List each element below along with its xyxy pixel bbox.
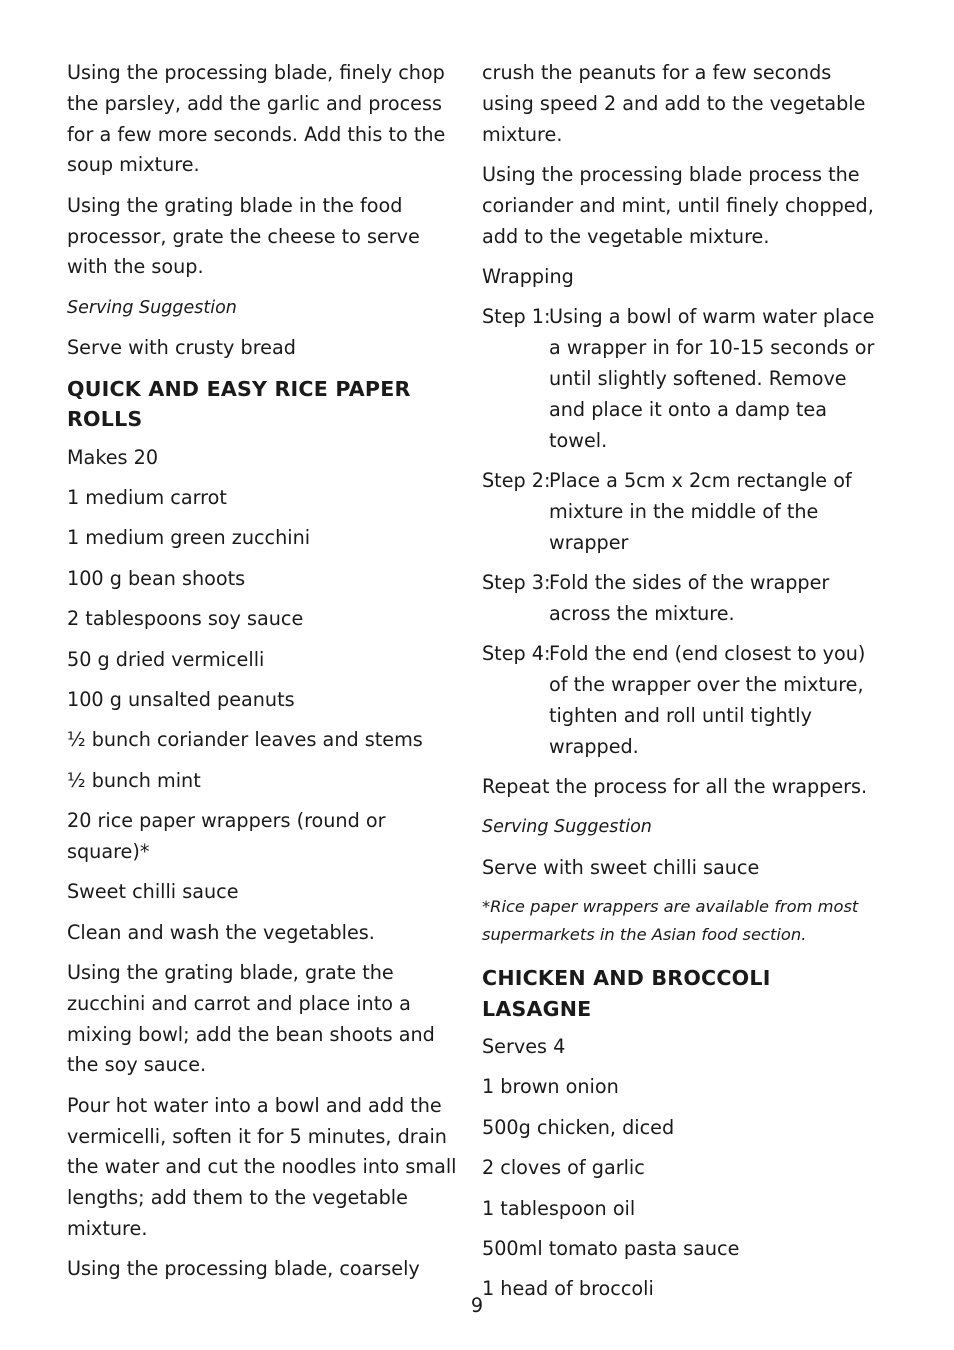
wrapping-step <box>482 302 882 456</box>
wrapping-step <box>482 466 882 558</box>
ingredient-item: 500ml tomato pasta sauce <box>482 1237 740 1261</box>
step-label: Step 4: <box>482 642 551 666</box>
step-label: Step 2: <box>482 468 551 492</box>
step-text: Using a bowl of warm water place a wrapper in for 10-15 seconds or until slightly softened. Remove and place it onto a damp tea towel. <box>549 305 875 452</box>
recipe-yield: Serves 4 <box>482 1035 566 1059</box>
recipe-heading: QUICK AND EASY RICE PAPER ROLLS <box>67 376 411 432</box>
recipe-yield: Makes 20 <box>67 445 159 469</box>
right-column <box>482 58 882 1315</box>
wrapping-label: Wrapping <box>482 264 574 288</box>
serving-suggestion-label: Serving Suggestion <box>482 817 652 838</box>
page-number: 9 <box>470 1294 484 1317</box>
method-paragraph: Using the grating blade, grate the zucchini and carrot and place into a mixing bowl; add the bean shoots and the soy sauce. <box>67 961 435 1077</box>
wrapping-step <box>482 568 882 630</box>
ingredient-item: Sweet chilli sauce <box>67 880 239 904</box>
ingredient-item: 20 rice paper wrappers (round or square)* <box>67 809 386 863</box>
ingredient-item: 1 head of broccoli <box>482 1277 654 1301</box>
step-label: Step 1: <box>482 305 551 329</box>
ingredient-item: 100 g unsalted peanuts <box>67 687 295 711</box>
step-text: Fold the end (end closest to you) of the wrapper over the mixture, tighten and roll until tightly wrapped. <box>549 642 866 758</box>
ingredient-item: 50 g dried vermicelli <box>67 647 265 671</box>
step-text: Place a 5cm x 2cm rectangle of mixture in the middle of the wrapper <box>549 468 852 554</box>
ingredient-item: 2 cloves of garlic <box>482 1156 645 1180</box>
step-label: Step 3: <box>482 570 551 594</box>
step-text: Fold the sides of the wrapper across the mixture. <box>549 570 830 625</box>
ingredient-item: ½ bunch coriander leaves and stems <box>67 728 423 752</box>
left-column <box>67 58 459 1295</box>
method-paragraph: Using the processing blade, coarsely <box>67 1257 420 1281</box>
footnote: *Rice paper wrappers are available from most supermarkets in the Asian food section. <box>482 897 859 945</box>
ingredient-item: ½ bunch mint <box>67 768 201 792</box>
ingredient-item: 1 tablespoon oil <box>482 1196 636 1220</box>
repeat-instruction: Repeat the process for all the wrappers. <box>482 774 868 798</box>
recipe-heading: CHICKEN AND BROCCOLI LASAGNE <box>482 966 771 1021</box>
ingredient-item: 1 brown onion <box>482 1075 619 1099</box>
method-paragraph: Pour hot water into a bowl and add the vermicelli, soften it for 5 minutes, drain the water and cut the noodles into small lengths; add them to the vegetable mixture. <box>67 1093 457 1240</box>
serving-suggestion-label: Serving Suggestion <box>67 297 237 318</box>
serving-suggestion-text: Serve with crusty bread <box>67 336 296 360</box>
method-paragraph: Clean and wash the vegetables. <box>67 920 375 944</box>
soup-method-paragraph: Using the grating blade in the food processor, grate the cheese to serve with the soup. <box>67 193 420 279</box>
ingredient-item: 1 medium carrot <box>67 485 227 509</box>
ingredient-item: 500g chicken, diced <box>482 1115 675 1139</box>
serving-suggestion-text: Serve with sweet chilli sauce <box>482 855 760 879</box>
ingredient-item: 100 g bean shoots <box>67 566 246 590</box>
ingredient-item: 1 medium green zucchini <box>67 526 311 550</box>
ingredient-item: 2 tablespoons soy sauce <box>67 607 304 631</box>
soup-method-paragraph: Using the processing blade, finely chop the parsley, add the garlic and process for a few more seconds. Add this to the soup mixture. <box>67 61 446 177</box>
method-paragraph: crush the peanuts for a few seconds using speed 2 and add to the vegetable mixture. <box>482 61 866 146</box>
method-paragraph: Using the processing blade process the coriander and mint, until finely chopped, add to the vegetable mixture. <box>482 162 874 248</box>
wrapping-step <box>482 639 882 762</box>
